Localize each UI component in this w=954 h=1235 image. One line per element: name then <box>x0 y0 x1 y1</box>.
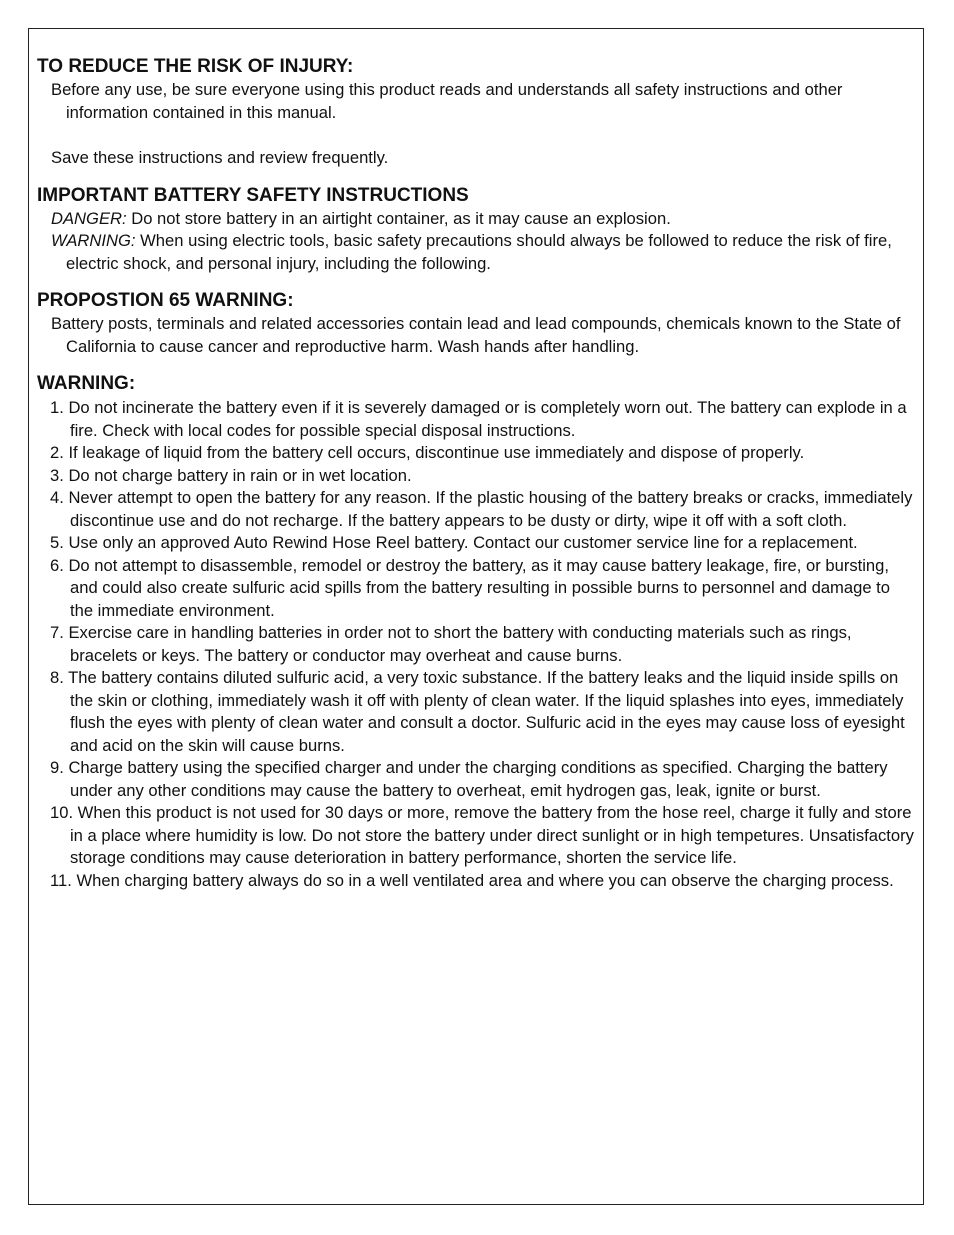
prop65-paragraph: Battery posts, terminals and related accessories contain lead and lead compounds, chemicals known to the State of California to cause cancer and reproductive harm. Wash hands after handling. <box>51 314 901 356</box>
danger-paragraph <box>37 208 917 231</box>
danger-label: DANGER: <box>51 208 127 228</box>
list-item: 2. If leakage of liquid from the battery cell occurs, discontinue use immediately and dispose of properly. <box>50 443 805 462</box>
warning-text: When using electric tools, basic safety precautions should always be followed to reduce the risk of fire, electric shock, and personal injury, including the following. <box>66 231 892 273</box>
battery-safety-heading: IMPORTANT BATTERY SAFETY INSTRUCTIONS <box>37 184 469 206</box>
list-item: 4. Never attempt to open the battery for any reason. If the plastic housing of the battery breaks or cracks, immediately discontinue use and do not recharge. If the battery appears to be dusty or dirty, wipe it off with a soft cloth. <box>50 488 913 530</box>
list-item: 1. Do not incinerate the battery even if it is severely damaged or is completely worn out. The battery can explode in a fire. Check with local codes for possible special disposal instructions. <box>50 398 907 440</box>
list-item: 11. When charging battery always do so in a well ventilated area and where you can observe the charging process. <box>50 870 894 890</box>
prop65-heading: PROPOSTION 65 WARNING: <box>37 290 294 311</box>
warning-list <box>37 397 917 892</box>
safety-document <box>37 55 917 892</box>
list-item: 7. Exercise care in handling batteries in order not to short the battery with conducting materials such as rings, bracelets or keys. The battery or conductor may overheat and cause burns. <box>50 623 852 665</box>
danger-text: Do not store battery in an airtight container, as it may cause an explosion. <box>126 208 671 228</box>
list-item: 6. Do not attempt to disassemble, remodel or destroy the battery, as it may cause battery leakage, fire, or bursting, and could also create sulfuric acid spills from the battery resulting in possible burns to personnel and damage to the immediate environment. <box>50 555 891 620</box>
list-item: 9. Charge battery using the specified charger and under the charging conditions as specified. Charging the battery under any other conditions may cause the battery to overheat, emit hydrogen gas, leak, ignite or burst. <box>50 758 888 800</box>
injury-paragraph: Before any use, be sure everyone using this product reads and understands all safety instructions and other information contained in this manual. <box>51 80 843 122</box>
list-item: 8. The battery contains diluted sulfuric acid, a very toxic substance. If the battery leaks and the liquid inside spills on the skin or clothing, immediately wash it off with plenty of clean water. If the liquid splashes into eyes, immediately flush the eyes with plenty of clean water and consult a doctor. Sulfuric acid in the eyes may cause loss of eyesight and acid on the skin will cause burns. <box>50 668 905 755</box>
list-item: 5. Use only an approved Auto Rewind Hose Reel battery. Contact our customer service line for a replacement. <box>50 533 858 552</box>
warning-heading: WARNING: <box>37 373 136 394</box>
warning-label: WARNING: <box>51 231 136 250</box>
list-item: 3. Do not charge battery in rain or in wet location. <box>50 465 412 485</box>
list-item: 10. When this product is not used for 30 days or more, remove the battery from the hose reel, charge it fully and store in a place where humidity is low. Do not store the battery under direct sunlight or in high tempetures. Unsatisfactory storage conditions may cause deterioration in battery performance, shorten the service life. <box>50 803 914 867</box>
injury-heading: TO REDUCE THE RISK OF INJURY: <box>37 56 354 77</box>
warning-paragraph <box>37 230 917 275</box>
save-instructions-paragraph: Save these instructions and review frequently. <box>51 148 389 167</box>
